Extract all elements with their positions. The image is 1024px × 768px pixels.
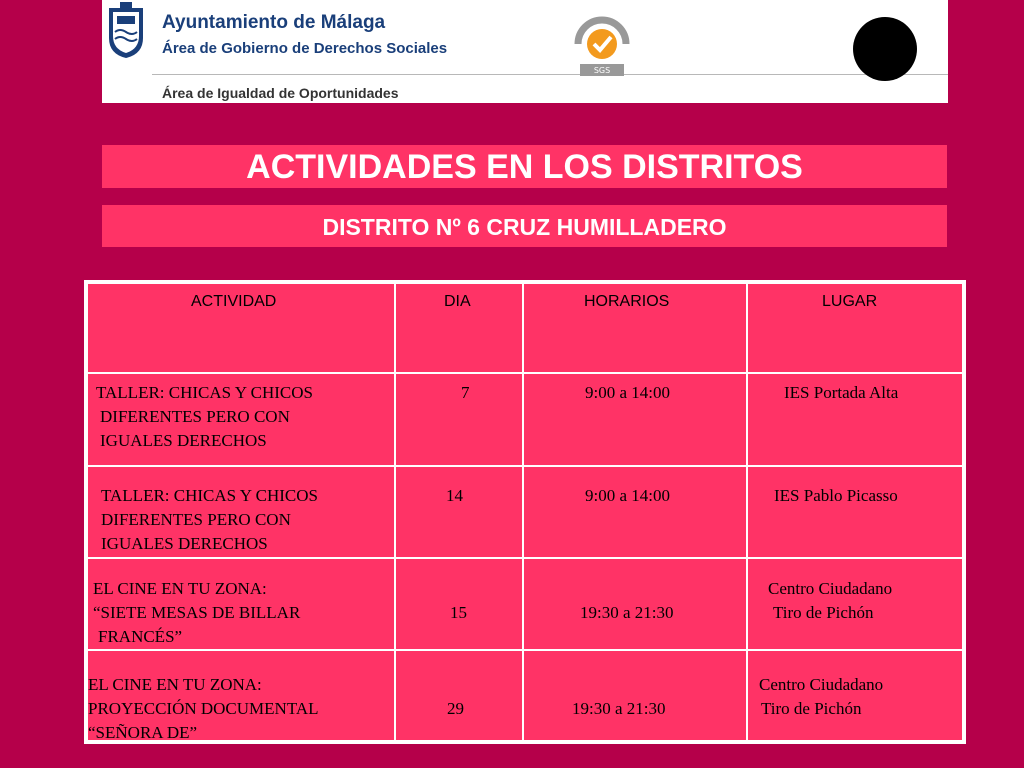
row-4-actividad-line-1: EL CINE EN TU ZONA: — [88, 675, 262, 694]
page-title: ACTIVIDADES EN LOS DISTRITOS — [102, 145, 947, 188]
row-1-dia: 7 — [461, 383, 470, 402]
row-1-horario: 9:00 a 14:00 — [585, 383, 670, 402]
row-2-actividad-line-3: IGUALES DERECHOS — [101, 534, 268, 553]
row-2-dia: 14 — [446, 486, 463, 505]
table-row-4-dia — [396, 651, 522, 740]
sgs-certification-icon — [570, 14, 634, 82]
table-row-3-actividad — [88, 559, 394, 649]
row-2-actividad-line-2: DIFERENTES PERO CON — [101, 510, 291, 529]
table-row-1-actividad — [88, 374, 394, 465]
table-row-3-horario — [524, 559, 746, 649]
header-lugar-label: LUGAR — [822, 293, 878, 310]
table-row-3-dia — [396, 559, 522, 649]
table-row-4-lugar — [748, 651, 962, 740]
row-2-lugar-line-1: IES Pablo Picasso — [774, 486, 898, 505]
header-divider — [152, 74, 948, 75]
row-3-actividad-line-1: EL CINE EN TU ZONA: — [93, 579, 267, 598]
table-row-4-horario — [524, 651, 746, 740]
table-row-3-lugar — [748, 559, 962, 649]
row-1-actividad-line-3: IGUALES DERECHOS — [100, 431, 267, 450]
header-dia-label: DIA — [444, 293, 471, 310]
row-4-lugar-line-1: Centro Ciudadano — [759, 675, 884, 694]
table-row-2-actividad — [88, 467, 394, 557]
header-cell-dia — [396, 284, 522, 372]
row-4-horario: 19:30 a 21:30 — [572, 699, 666, 718]
row-4-lugar-line-2: Tiro de Pichón — [761, 699, 862, 718]
header-cell-actividad — [88, 284, 394, 372]
header-cell-lugar — [748, 284, 962, 372]
org-area: Área de Gobierno de Derechos Sociales — [162, 40, 448, 57]
row-3-actividad-line-2: “SIETE MESAS DE BILLAR — [93, 603, 301, 622]
row-3-horario: 19:30 a 21:30 — [580, 603, 674, 622]
table-row-1-lugar — [748, 374, 962, 465]
svg-text:SGS: SGS — [593, 66, 611, 75]
table-row-4-actividad — [88, 651, 394, 740]
row-1-lugar-line-1: IES Portada Alta — [784, 383, 899, 402]
row-4-actividad-line-3: “SEÑORA DE” — [88, 723, 198, 742]
table-row-2-lugar — [748, 467, 962, 557]
org-subarea: Área de Igualdad de Oportunidades — [162, 85, 399, 101]
black-circle-icon — [853, 17, 917, 81]
coat-of-arms-icon — [106, 2, 146, 60]
row-3-dia: 15 — [450, 603, 467, 622]
row-4-dia: 29 — [447, 699, 464, 718]
row-1-actividad-line-2: DIFERENTES PERO CON — [100, 407, 290, 426]
row-3-lugar-line-1: Centro Ciudadano — [768, 579, 893, 598]
district-subtitle: DISTRITO Nº 6 CRUZ HUMILLADERO — [102, 205, 947, 247]
header-horarios-label: HORARIOS — [584, 293, 670, 310]
row-1-actividad-line-1: TALLER: CHICAS Y CHICOS — [96, 383, 313, 402]
table-row-1-dia — [396, 374, 522, 465]
activities-table — [84, 280, 966, 744]
table-row-1-horario — [524, 374, 746, 465]
org-name: Ayuntamiento de Málaga — [162, 12, 386, 33]
header-actividad-label: ACTIVIDAD — [191, 293, 277, 310]
table-row-2-dia — [396, 467, 522, 557]
header-cell-horarios — [524, 284, 746, 372]
row-2-horario: 9:00 a 14:00 — [585, 486, 670, 505]
row-3-actividad-line-3: FRANCÉS” — [98, 627, 183, 646]
row-4-actividad-line-2: PROYECCIÓN DOCUMENTAL — [88, 699, 319, 718]
header-logo-bar — [102, 0, 948, 103]
row-2-actividad-line-1: TALLER: CHICAS Y CHICOS — [101, 486, 318, 505]
row-3-lugar-line-2: Tiro de Pichón — [773, 603, 874, 622]
table-row-2-horario — [524, 467, 746, 557]
